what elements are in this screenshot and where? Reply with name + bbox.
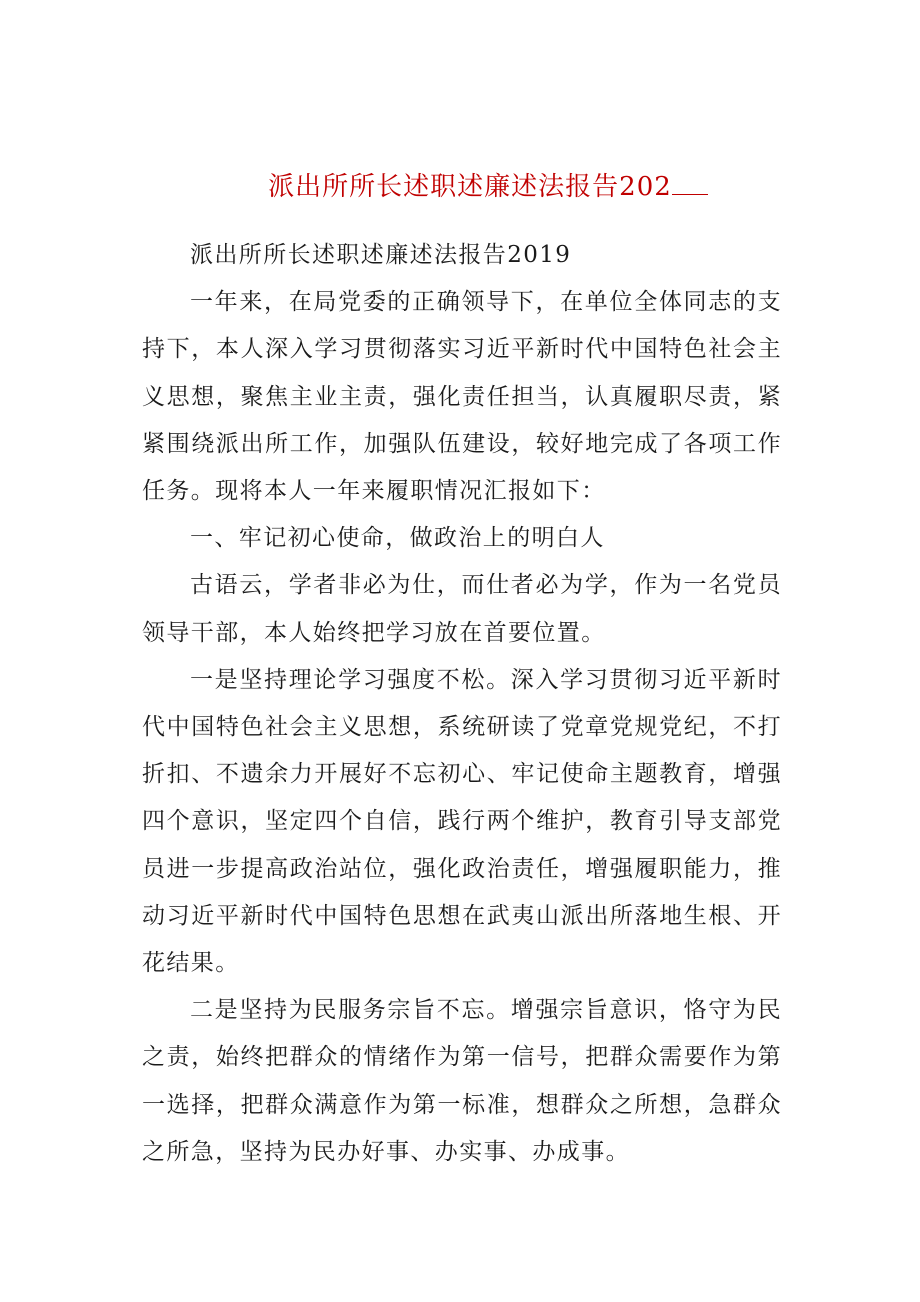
paragraph-point-1: 一是坚持理论学习强度不松。深入学习贯彻习近平新时代中国特色社会主义思想，系统研读了党章党规党纪，不打折扣、不遗余力开展好不忘初心、牢记使命主题教育，增强四个意识，坚定四个自信，践行两个维护，教育引导支部党员进一步提高政治站位，强化政治责任，增强履职能力，推动习近平新时代中国特色思想在武夷山派出所落地生根、开花结果。 — [142, 666, 782, 977]
paragraph-subtitle: 派出所所长述职述廉述法报告2019 — [190, 242, 572, 268]
document-title — [0, 166, 920, 203]
paragraph-intro: 一年来，在局党委的正确领导下，在单位全体同志的支持下，本人深入学习贯彻落实习近平新时代中国特色社会主义思想，聚焦主业主责，强化责任担当，认真履职尽责，紧紧围绕派出所工作，加强队伍建设，较好地完成了各项工作任务。现将本人一年来履职情况汇报如下： — [142, 289, 782, 505]
title-blank-underline — [672, 172, 708, 195]
paragraph-quote: 古语云，学者非必为仕，而仕者必为学，作为一名党员领导干部，本人始终把学习放在首要位置。 — [142, 572, 782, 646]
paragraph-point-2: 二是坚持为民服务宗旨不忘。增强宗旨意识，恪守为民之责，始终把群众的情绪作为第一信号，把群众需要作为第一选择，把群众满意作为第一标准，想群众之所想，急群众之所急，坚持为民办好事、办实事、办成事。 — [142, 997, 782, 1165]
section-heading-1: 一、牢记初心使命，做政治上的明白人 — [190, 525, 605, 552]
document-body — [142, 232, 782, 1176]
document-title-text: 派出所所长述职述廉述法报告202 — [268, 172, 672, 202]
